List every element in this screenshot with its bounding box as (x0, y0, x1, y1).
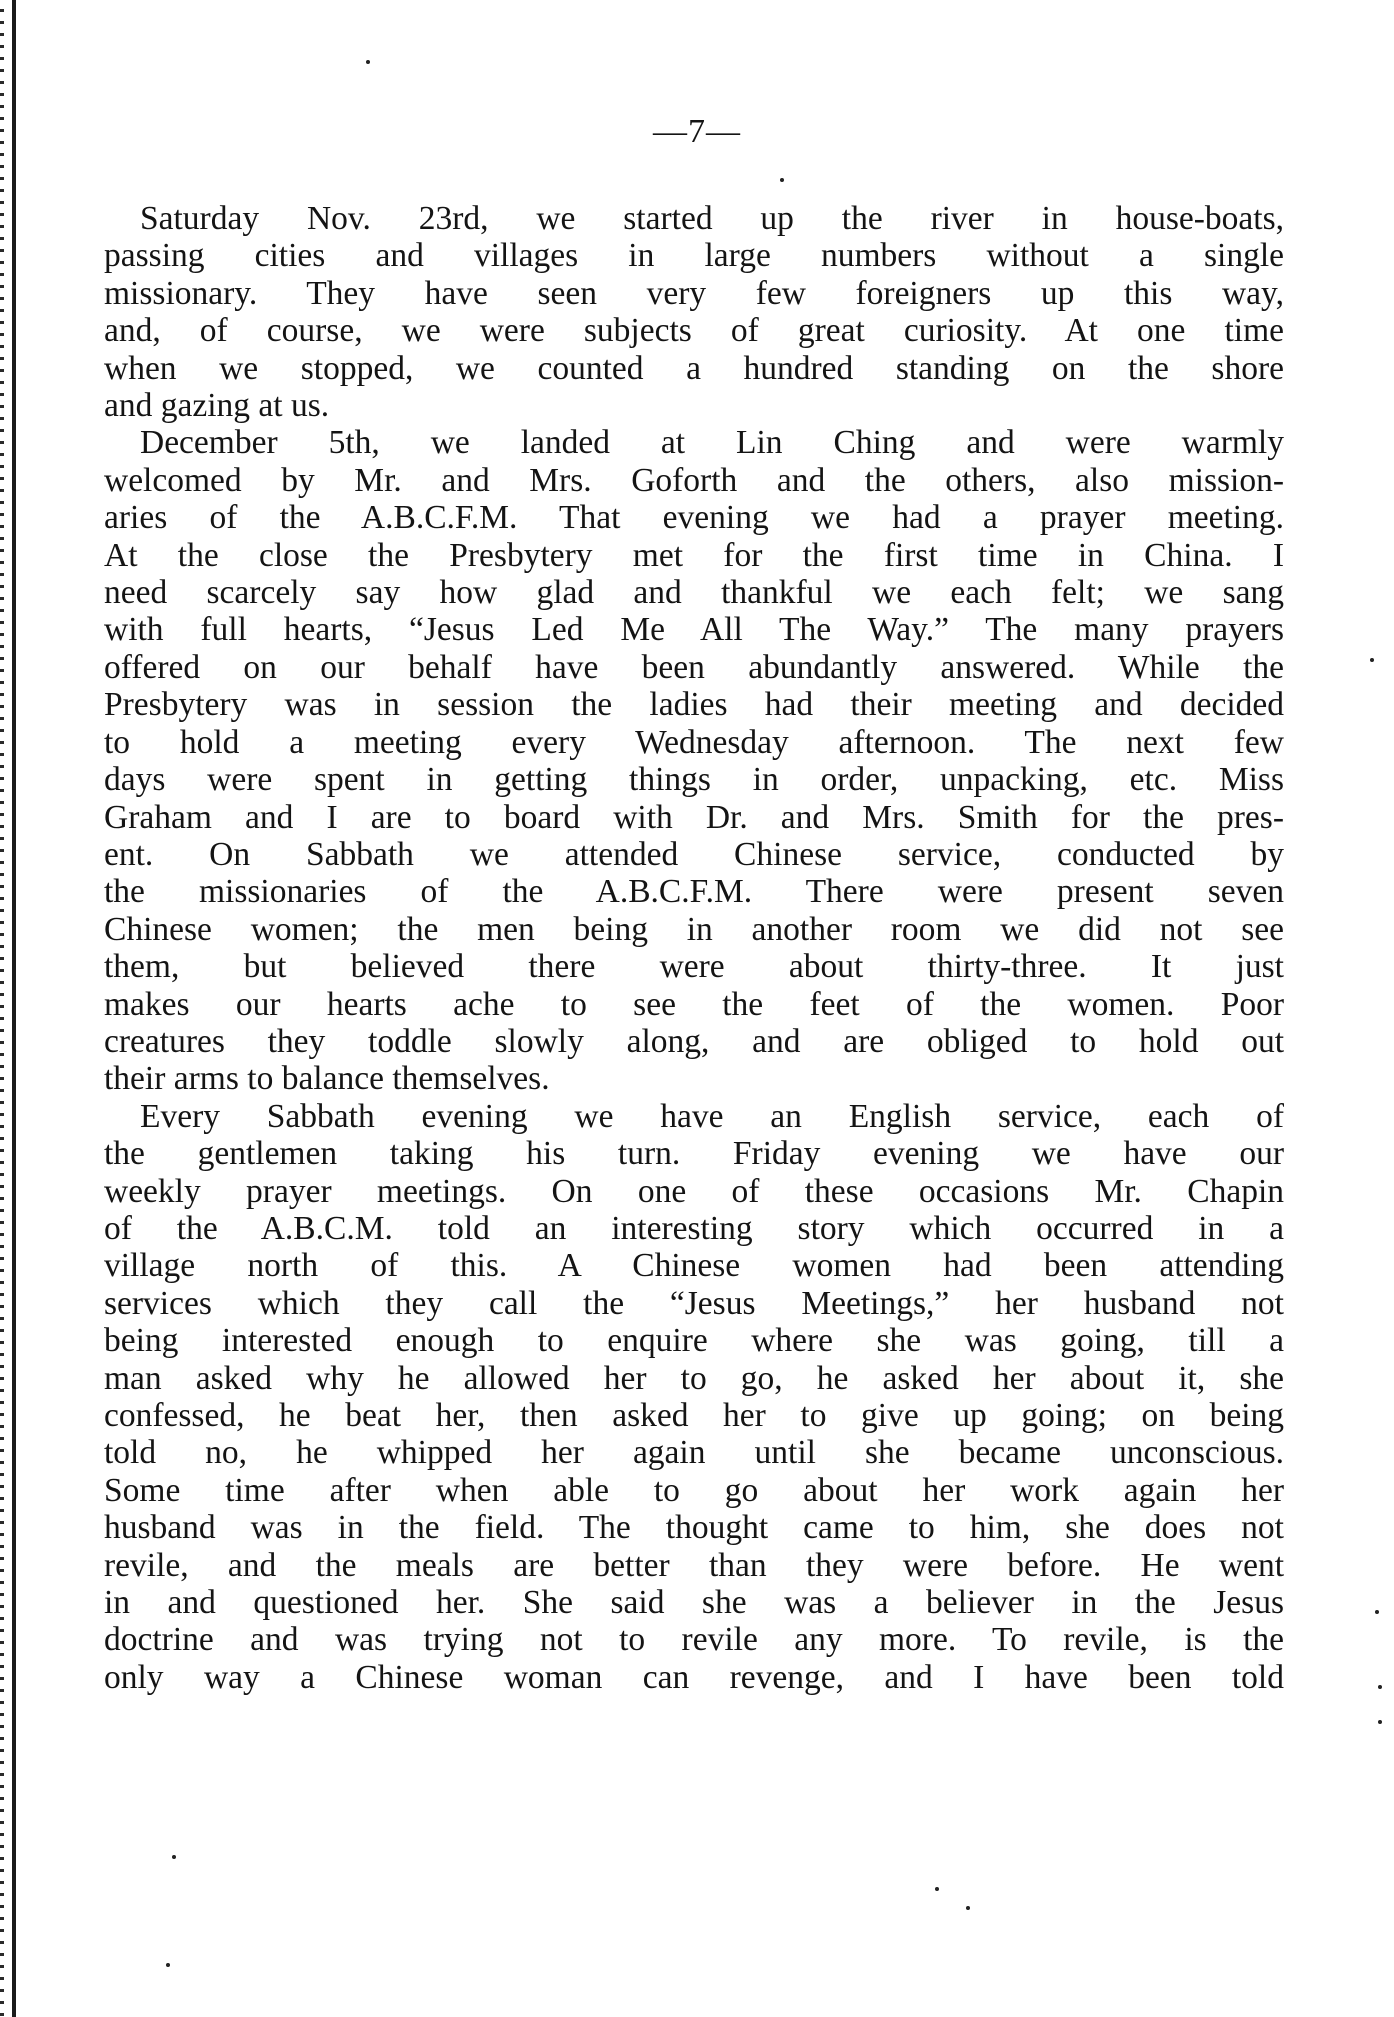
text-line: when we stopped, we counted a hundred standing on the shore (104, 349, 1284, 387)
text-line: Every Sabbath evening we have an English service, each of (140, 1097, 1284, 1135)
text-line: aries of the A.B.C.F.M. That evening we had a prayer meeting. (104, 499, 1284, 537)
text-line: told no, he whipped her again until she became unconscious. (104, 1434, 1284, 1472)
text-line: Some time after when able to go about her work again her (104, 1471, 1284, 1509)
text-line: makes our hearts ache to see the feet of the women. Poor (104, 985, 1284, 1023)
text-line: being interested enough to enquire where she was going, till a (104, 1322, 1284, 1360)
text-line: offered on our behalf have been abundantly answered. While the (104, 648, 1284, 686)
text-line: ent. On Sabbath we attended Chinese service, conducted by (104, 835, 1284, 873)
page-binding-edge (0, 0, 16, 2017)
text-line: services which they call the “Jesus Meetings,” her husband not (104, 1284, 1284, 1322)
text-line: husband was in the field. The thought came to him, she does not (104, 1509, 1284, 1547)
text-line: and, of course, we were subjects of great curiosity. At one time (104, 312, 1284, 350)
text-line: Saturday Nov. 23rd, we started up the river in house-boats, (140, 200, 1284, 237)
text-line: doctrine and was trying not to revile any more. To revile, is the (104, 1621, 1284, 1659)
text-line: Presbytery was in session the ladies had their meeting and decided (104, 686, 1284, 724)
text-line: and gazing at us. (104, 387, 330, 425)
page-number: —7— (653, 113, 741, 150)
text-line: missionary. They have seen very few foreigners up this way, (104, 274, 1284, 312)
text-line: the missionaries of the A.B.C.F.M. There were present seven (104, 873, 1284, 911)
text-line: welcomed by Mr. and Mrs. Goforth and the others, also mission- (104, 461, 1284, 499)
text-line: revile, and the meals are better than they were before. He went (104, 1546, 1284, 1584)
text-line: only way a Chinese woman can revenge, and I have been told (104, 1658, 1284, 1696)
text-line: passing cities and villages in large numbers without a single (104, 237, 1284, 275)
text-line: Graham and I are to board with Dr. and Mrs. Smith for the pres- (104, 798, 1284, 836)
text-line: Chinese women; the men being in another room we did not see (104, 910, 1284, 948)
text-line: creatures they toddle slowly along, and are obliged to hold out (104, 1022, 1284, 1060)
text-line: the gentlemen taking his turn. Friday evening we have our (104, 1135, 1284, 1173)
text-line: them, but believed there were about thirty-three. It just (104, 948, 1284, 986)
text-line: need scarcely say how glad and thankful we each felt; we sang (104, 574, 1284, 612)
body-text (104, 200, 1284, 1696)
text-line: of the A.B.C.M. told an interesting story which occurred in a (104, 1209, 1284, 1247)
text-line: man asked why he allowed her to go, he asked her about it, she (104, 1359, 1284, 1397)
text-line: their arms to balance themselves. (104, 1060, 550, 1098)
text-line: in and questioned her. She said she was a believer in the Jesus (104, 1584, 1284, 1622)
text-line: days were spent in getting things in order, unpacking, etc. Miss (104, 761, 1284, 799)
text-line: village north of this. A Chinese women had been attending (104, 1247, 1284, 1285)
text-line: At the close the Presbytery met for the first time in China. I (104, 536, 1284, 574)
text-line: December 5th, we landed at Lin Ching and were warmly (140, 424, 1284, 462)
text-line: to hold a meeting every Wednesday afternoon. The next few (104, 723, 1284, 761)
text-line: weekly prayer meetings. On one of these occasions Mr. Chapin (104, 1172, 1284, 1210)
text-line: confessed, he beat her, then asked her to give up going; on being (104, 1397, 1284, 1434)
text-line: with full hearts, “Jesus Led Me All The Way.” The many prayers (104, 611, 1284, 649)
